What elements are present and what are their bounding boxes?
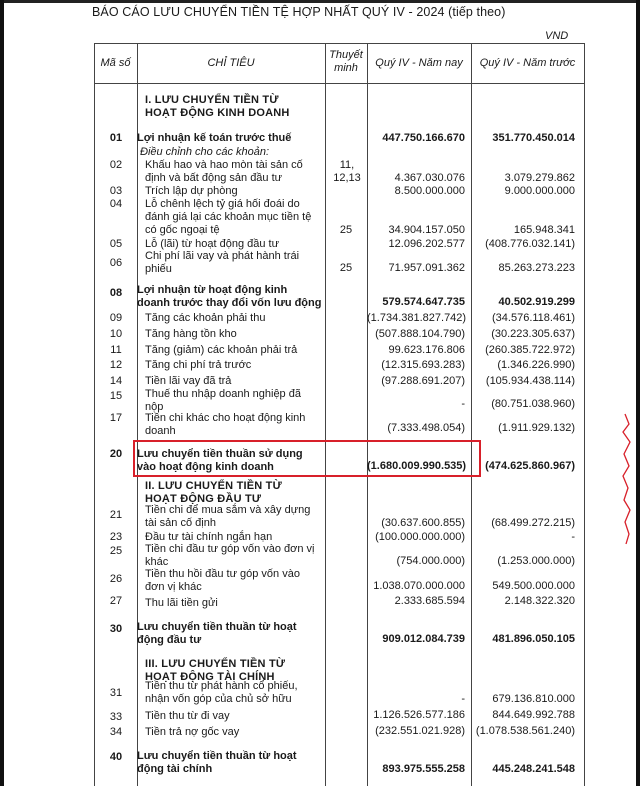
header-code: Mã số xyxy=(100,57,131,69)
row-05-code: 05 xyxy=(109,238,123,250)
row-14-code: 14 xyxy=(109,375,123,387)
header-note: Thuyết minh xyxy=(329,49,363,74)
row-04-label: Lỗ chênh lệch tỷ giá hối đoái do đánh giá lại các khoản mục tiền tệ có gốc ngoại tệ xyxy=(145,198,312,236)
adjustments-label: Điều chỉnh cho các khoản: xyxy=(140,146,270,158)
row-26-label: Tiền thu hồi đầu tư góp vốn vào đơn vị khác xyxy=(145,568,300,593)
row-04-note: 25 xyxy=(339,224,353,236)
col-divider-note xyxy=(367,43,368,786)
row-40-label: Lưu chuyển tiền thuần từ hoạt động tài chính xyxy=(137,750,297,775)
row-33-current: 1.126.526.577.186 xyxy=(373,709,465,721)
table-border-right xyxy=(584,43,585,786)
row-09-previous: (34.576.118.461) xyxy=(492,312,575,324)
row-27-current: 2.333.685.594 xyxy=(394,595,465,607)
row-08-label: Lợi nhuận từ hoạt động kinh doanh trước thay đổi vốn lưu động xyxy=(137,284,322,309)
row-31-label: Tiền thu từ phát hành cổ phiếu, nhận vốn góp của chủ sở hữu xyxy=(145,680,298,705)
row-23-label: Đầu tư tài chính ngắn hạn xyxy=(145,531,273,543)
row-10-label: Tăng hàng tồn kho xyxy=(145,328,237,340)
row-33-label: Tiền thu từ đi vay xyxy=(145,710,230,722)
row-14-label: Tiền lãi vay đã trả xyxy=(145,375,232,387)
row-11-previous: (260.385.722.972) xyxy=(485,344,575,356)
row-06-current: 71.957.091.362 xyxy=(388,262,465,274)
currency-unit: VND xyxy=(545,30,569,42)
row-15-label: Thuế thu nhập doanh nghiệp đã nộp xyxy=(145,388,301,413)
row-34-code: 34 xyxy=(109,726,123,738)
row-40-code: 40 xyxy=(109,751,123,763)
row-34-current: (232.551.021.928) xyxy=(375,725,465,737)
highlight-box-row-20 xyxy=(133,440,481,477)
row-01-code: 01 xyxy=(109,132,123,144)
row-27-label: Thu lãi tiền gửi xyxy=(145,597,218,609)
row-17-code: 17 xyxy=(109,412,123,424)
table-border-top xyxy=(94,43,585,44)
row-09-label: Tăng các khoản phải thu xyxy=(145,312,266,324)
row-02-current: 4.367.030.076 xyxy=(394,172,465,184)
header-previous: Quý IV - Năm trước xyxy=(479,57,576,69)
row-10-current: (507.888.104.790) xyxy=(375,328,465,340)
header-divider xyxy=(94,83,585,84)
row-21-current: (30.637.600.855) xyxy=(381,517,465,529)
row-08-previous: 40.502.919.299 xyxy=(498,296,575,308)
row-14-current: (97.288.691.207) xyxy=(381,375,465,387)
row-25-code: 25 xyxy=(109,545,123,557)
row-11-current: 99.623.176.806 xyxy=(388,344,465,356)
row-40-current: 893.975.555.258 xyxy=(382,763,465,775)
row-09-code: 09 xyxy=(109,312,123,324)
row-03-label: Trích lập dự phòng xyxy=(145,185,238,197)
row-23-current: (100.000.000.000) xyxy=(375,531,465,543)
row-26-current: 1.038.070.000.000 xyxy=(373,580,465,592)
row-06-label: Chi phí lãi vay và phát hành trái phiếu xyxy=(145,250,300,275)
row-20-current: (1.680.009.990.535) xyxy=(367,460,467,472)
row-10-previous: (30.223.305.637) xyxy=(491,328,575,340)
row-20-code: 20 xyxy=(109,448,123,460)
row-27-code: 27 xyxy=(109,595,123,607)
row-01-previous: 351.770.450.014 xyxy=(492,132,575,144)
row-30-current: 909.012.084.739 xyxy=(382,633,465,645)
row-33-previous: 844.649.992.788 xyxy=(492,709,575,721)
report-title: BÁO CÁO LƯU CHUYỂN TIỀN TỆ HỢP NHẤT QUÝ IV - 2024 (tiếp theo) xyxy=(92,5,506,19)
row-40-previous: 445.248.241.548 xyxy=(492,763,575,775)
row-15-previous: (80.751.038.960) xyxy=(491,398,575,410)
row-02-note: 11, 12,13 xyxy=(333,159,361,184)
row-30-label: Lưu chuyển tiền thuần từ hoạt động đầu tư xyxy=(137,621,297,646)
row-02-previous: 3.079.279.862 xyxy=(504,172,575,184)
row-08-current: 579.574.647.735 xyxy=(382,296,465,308)
row-20-previous: (474.625.860.967) xyxy=(485,460,575,472)
row-31-code: 31 xyxy=(109,687,123,699)
row-31-current: - xyxy=(461,693,465,705)
row-03-current: 8.500.000.000 xyxy=(394,185,465,197)
row-21-code: 21 xyxy=(109,509,123,521)
row-23-code: 23 xyxy=(109,531,123,543)
row-15-current: - xyxy=(461,398,465,410)
row-31-previous: 679.136.810.000 xyxy=(492,693,575,705)
row-03-code: 03 xyxy=(109,185,123,197)
section-investing-title: II. LƯU CHUYỂN TIỀN TỪ HOẠT ĐỘNG ĐẦU TƯ xyxy=(145,480,282,505)
row-17-previous: (1.911.929.132) xyxy=(498,422,575,434)
row-09-current: (1.734.381.827.742) xyxy=(367,312,467,324)
row-27-previous: 2.148.322.320 xyxy=(504,595,575,607)
row-06-code: 06 xyxy=(109,257,123,269)
header-current: Quý IV - Năm nay xyxy=(375,57,463,69)
row-33-code: 33 xyxy=(109,711,123,723)
row-04-code: 04 xyxy=(109,198,123,210)
row-30-code: 30 xyxy=(109,623,123,635)
row-20-label: Lưu chuyển tiền thuần sử dụng vào hoạt động kinh doanh xyxy=(137,448,303,473)
scan-edge-right xyxy=(636,0,640,786)
row-11-label: Tăng (giảm) các khoản phải trả xyxy=(145,344,298,356)
row-34-label: Tiền trả nợ gốc vay xyxy=(145,726,240,738)
row-12-label: Tăng chi phí trả trước xyxy=(145,359,252,371)
row-04-previous: 165.948.341 xyxy=(513,224,575,236)
row-17-current: (7.333.498.054) xyxy=(387,422,465,434)
row-23-previous: - xyxy=(571,531,575,543)
row-12-code: 12 xyxy=(109,359,123,371)
row-34-previous: (1.078.538.561.240) xyxy=(475,725,575,737)
row-05-current: 12.096.202.577 xyxy=(388,238,465,250)
cash-flow-table xyxy=(94,43,585,786)
red-annotation-mark xyxy=(615,410,639,550)
scan-edge-top xyxy=(0,0,640,3)
row-08-code: 08 xyxy=(109,287,123,299)
row-25-previous: (1.253.000.000) xyxy=(497,555,575,567)
row-01-label: Lợi nhuận kế toán trước thuế xyxy=(137,132,292,144)
row-05-label: Lỗ (lãi) từ hoạt động đầu tư xyxy=(145,238,279,250)
row-14-previous: (105.934.438.114) xyxy=(485,375,575,387)
row-25-label: Tiền chi đầu tư góp vốn vào đơn vị khác xyxy=(145,543,315,568)
section-financing-title: III. LƯU CHUYỂN TIỀN TỪ HOẠT ĐỘNG TÀI CHÍNH xyxy=(145,658,286,683)
row-04-current: 34.904.157.050 xyxy=(388,224,465,236)
row-06-note: 25 xyxy=(339,262,353,274)
row-10-code: 10 xyxy=(109,328,123,340)
row-06-previous: 85.263.273.223 xyxy=(498,262,575,274)
row-17-label: Tiền chi khác cho hoạt động kinh doanh xyxy=(145,412,306,437)
scan-edge-left xyxy=(0,0,4,786)
row-25-current: (754.000.000) xyxy=(396,555,465,567)
row-03-previous: 9.000.000.000 xyxy=(504,185,575,197)
row-21-label: Tiền chi để mua sắm và xây dựng tài sản cố định xyxy=(145,504,311,529)
row-01-current: 447.750.166.670 xyxy=(382,132,465,144)
row-12-previous: (1.346.226.990) xyxy=(497,359,575,371)
section-operating-title: I. LƯU CHUYỂN TIỀN TỪ HOẠT ĐỘNG KINH DOANH xyxy=(145,94,290,119)
row-05-previous: (408.776.032.141) xyxy=(485,238,575,250)
row-21-previous: (68.499.272.215) xyxy=(491,517,575,529)
col-divider-current xyxy=(471,43,472,786)
row-26-previous: 549.500.000.000 xyxy=(492,580,575,592)
row-02-label: Khấu hao và hao mòn tài sản cố định và bất động sản đầu tư xyxy=(145,159,303,184)
row-12-current: (12.315.693.283) xyxy=(381,359,465,371)
row-15-code: 15 xyxy=(109,390,123,402)
row-11-code: 11 xyxy=(110,344,122,356)
row-30-previous: 481.896.050.105 xyxy=(492,633,575,645)
row-26-code: 26 xyxy=(109,573,123,585)
row-02-code: 02 xyxy=(109,159,123,171)
header-item: CHỈ TIÊU xyxy=(207,57,255,69)
